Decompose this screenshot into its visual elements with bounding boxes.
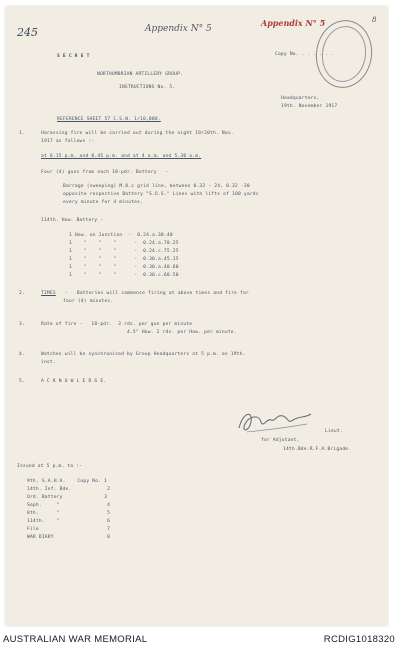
distribution-row: 114th. " 6 bbox=[27, 519, 111, 524]
distribution-row: Ord. Battery 3 bbox=[27, 495, 108, 500]
corner-mark: 8 bbox=[372, 16, 377, 24]
signature-rank: Lieut. bbox=[325, 429, 343, 434]
distribution-row: 8th. " 5 bbox=[27, 511, 111, 516]
distribution-row: WAR DIARY 8 bbox=[27, 535, 111, 540]
howitzer-target-row: 1 " " " - 0.30.c.60.50 bbox=[69, 273, 179, 278]
document-date: 19th. November 1917 bbox=[281, 104, 338, 109]
para1-times: at 6.15 p.m. and 8.45 p.m. and at 4 a.m. and 5.30 a.m. bbox=[41, 154, 202, 159]
signature-unit: 14th.Bde.R.F.A.Brigade. bbox=[283, 447, 352, 452]
appendix-pencil-note: Appendix N° 5 bbox=[145, 24, 212, 34]
para3-line2: 4.5" How. 2 rds. per How. per minute. bbox=[127, 330, 237, 335]
classification: S E C R E T bbox=[57, 54, 90, 59]
document-page bbox=[5, 6, 388, 626]
howitzer-battery-title: 114th. How. Battery - bbox=[41, 218, 104, 223]
distribution-row: Seph. " 4 bbox=[27, 503, 111, 508]
headquarters-label: Headquarters, bbox=[281, 96, 320, 101]
archive-name: AUSTRALIAN WAR MEMORIAL bbox=[3, 634, 148, 645]
issued-title: Issued at 5 p.m. to :- bbox=[17, 464, 83, 469]
para1-guns: Four (4) guns from each 18-pdr. Battery - bbox=[41, 170, 169, 175]
para1-barrage-line2: opposite respective Battery "S.O.S." Lines with lifts of 100 yards bbox=[63, 192, 259, 197]
appendix-red-note: Appendix N° 5 bbox=[261, 18, 326, 28]
para1-barrage-line3: every minute for 4 minutes. bbox=[63, 200, 144, 205]
signature-scrawl bbox=[235, 402, 315, 440]
distribution-row: File 7 bbox=[27, 527, 111, 532]
distribution-row: 9th. S.A.H.A. Copy No. 1 bbox=[27, 479, 108, 484]
para1-number: 1. bbox=[19, 131, 25, 136]
page-number: 245 bbox=[17, 26, 38, 39]
para3-line1: Rate of fire - 18-pdr. 3 rds. per gun per minute bbox=[41, 322, 193, 327]
para2-line1: - Batteries will commence firing at above times and fire for bbox=[65, 291, 249, 296]
reference-sheet: REFERENCE SHEET 57 C.S.W. 1/10,000. bbox=[57, 117, 161, 122]
acknowledge: A C K N O W L E D G E. bbox=[41, 379, 107, 384]
howitzer-target-row: 1 " " " - 0.24.a.70.25 bbox=[69, 241, 179, 246]
howitzer-target-row: 1 " " " - 0.24.c.75.25 bbox=[69, 249, 179, 254]
copy-number: Copy No. . . . . . . bbox=[275, 52, 335, 57]
signature-for-line: for Adjutant, bbox=[261, 438, 300, 443]
para4-line1: Watches will be synchronised by Group Headquarters at 5 p.m. on 19th. bbox=[41, 352, 246, 357]
para2-line2: four (4) minutes. bbox=[63, 299, 114, 304]
para2-label: TIMES bbox=[41, 291, 56, 296]
para1-barrage-line1: Barrage (sweeping) M.8.c grid line, between 0.32 - 24, 0.32 -30 bbox=[63, 184, 250, 189]
howitzer-target-row: 1 " " " - 0.30.a.45.15 bbox=[69, 257, 179, 262]
archive-reference: RCDIG1018320 bbox=[323, 634, 395, 645]
instructions-title: INSTRUCTIONS No. 5. bbox=[119, 85, 176, 90]
para4-number: 4. bbox=[19, 352, 25, 357]
archive-footer bbox=[0, 628, 401, 653]
howitzer-target-row: 1 " " " - 0.30.a.40.60 bbox=[69, 265, 179, 270]
para3-number: 3. bbox=[19, 322, 25, 327]
para4-line2: inst. bbox=[41, 360, 56, 365]
distribution-row: 14th. Inf. Bde. 2 bbox=[27, 487, 111, 492]
para1-line1: Harassing fire will be carried out during the night 19/20th. Nov. bbox=[41, 131, 234, 136]
para5-number: 5. bbox=[19, 379, 25, 384]
para1-line2: 1917 as follows :- bbox=[41, 139, 95, 144]
para2-number: 2. bbox=[19, 291, 25, 296]
howitzer-target-row: 1 How. on Junction - 0.24.a.30.40 bbox=[69, 233, 173, 238]
group-title: NORTHUMBRIAN ARTILLERY GROUP. bbox=[97, 72, 184, 77]
